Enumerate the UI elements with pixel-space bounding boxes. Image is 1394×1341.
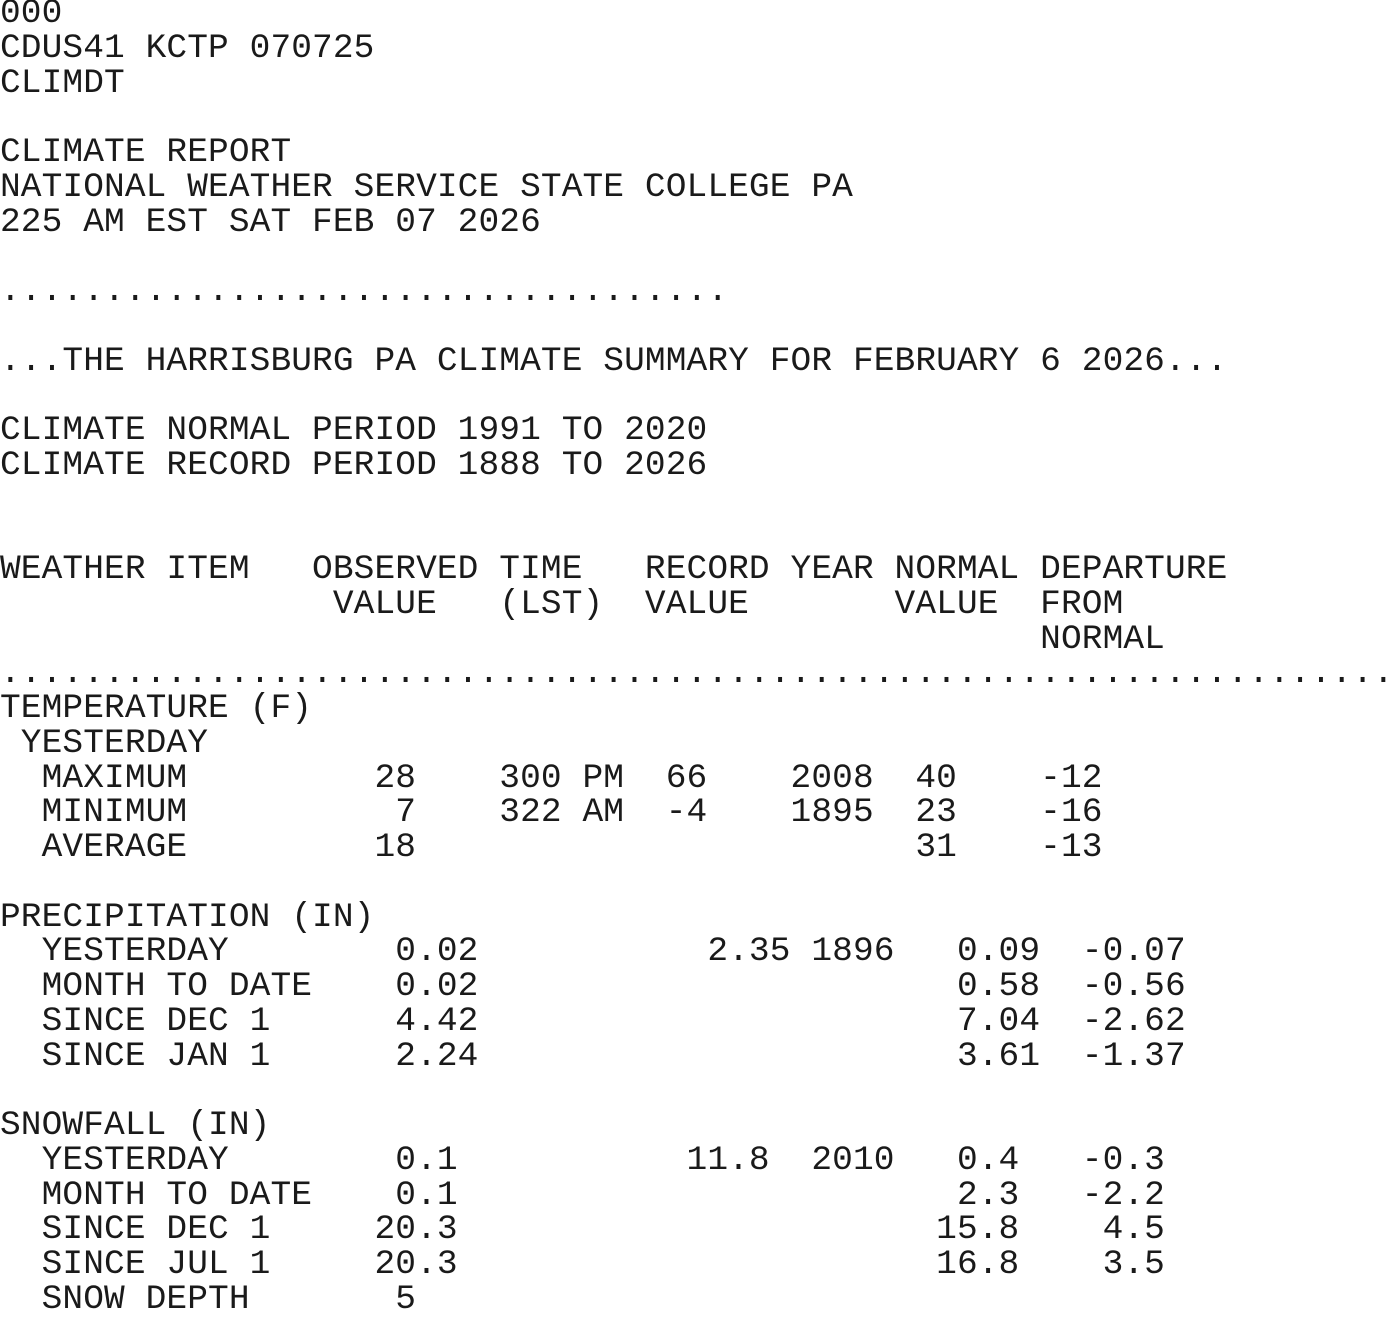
report-line bbox=[0, 1074, 1394, 1109]
report-line: WEATHER ITEM OBSERVED TIME RECORD YEAR NORMAL DEPARTURE bbox=[0, 550, 1228, 589]
report-line: CLIMATE REPORT bbox=[0, 133, 292, 172]
report-line: CDUS41 KCTP 070725 bbox=[0, 28, 375, 68]
report-line bbox=[0, 484, 1394, 519]
report-line: SNOW DEPTH 5 bbox=[0, 1279, 417, 1319]
report-line bbox=[0, 240, 1394, 275]
report-line: CLIMDT bbox=[0, 63, 125, 103]
report-line bbox=[0, 379, 1394, 414]
report-line: ................................... bbox=[0, 272, 729, 311]
report-line: CLIMATE RECORD PERIOD 1888 TO 2026 bbox=[0, 445, 708, 485]
report-line: YESTERDAY bbox=[0, 723, 209, 763]
report-line: MAXIMUM 28 300 PM 66 2008 40 -12 bbox=[0, 758, 1103, 798]
report-line bbox=[0, 518, 1394, 553]
report-line: SINCE JUL 1 20.3 16.8 3.5 bbox=[0, 1245, 1165, 1284]
report-line: SNOWFALL (IN) bbox=[0, 1106, 271, 1145]
report-line: SINCE DEC 1 4.42 7.04 -2.62 bbox=[0, 1001, 1186, 1041]
report-line bbox=[0, 310, 1394, 345]
report-line: YESTERDAY 0.1 11.8 2010 0.4 -0.3 bbox=[0, 1140, 1165, 1180]
report-line: PRECIPITATION (IN) bbox=[0, 897, 375, 937]
report-line: 225 AM EST SAT FEB 07 2026 bbox=[0, 202, 541, 242]
report-line: ...THE HARRISBURG PA CLIMATE SUMMARY FOR FEBRUARY 6 2026... bbox=[0, 341, 1228, 381]
report-line: AVERAGE 18 31 -13 bbox=[0, 828, 1103, 867]
report-line bbox=[0, 866, 1394, 901]
report-line: 000 bbox=[0, 0, 63, 33]
report-line: SINCE DEC 1 20.3 15.8 4.5 bbox=[0, 1210, 1165, 1250]
report-line: ................................................................... bbox=[0, 654, 1394, 694]
report-line: MONTH TO DATE 0.1 2.3 -2.2 bbox=[0, 1175, 1165, 1215]
report-line: SINCE JAN 1 2.24 3.61 -1.37 bbox=[0, 1036, 1186, 1076]
report-line: MINIMUM 7 322 AM -4 1895 23 -16 bbox=[0, 793, 1103, 833]
report-line: CLIMATE NORMAL PERIOD 1991 TO 2020 bbox=[0, 411, 708, 450]
report-line: NORMAL bbox=[0, 619, 1165, 659]
report-line: YESTERDAY 0.02 2.35 1896 0.09 -0.07 bbox=[0, 932, 1186, 972]
report-line: TEMPERATURE (F) bbox=[0, 689, 313, 728]
report-line: NATIONAL WEATHER SERVICE STATE COLLEGE PA bbox=[0, 167, 853, 207]
report-line: MONTH TO DATE 0.02 0.58 -0.56 bbox=[0, 967, 1186, 1006]
report-line bbox=[0, 101, 1394, 136]
report-line: VALUE (LST) VALUE VALUE FROM bbox=[0, 584, 1124, 624]
